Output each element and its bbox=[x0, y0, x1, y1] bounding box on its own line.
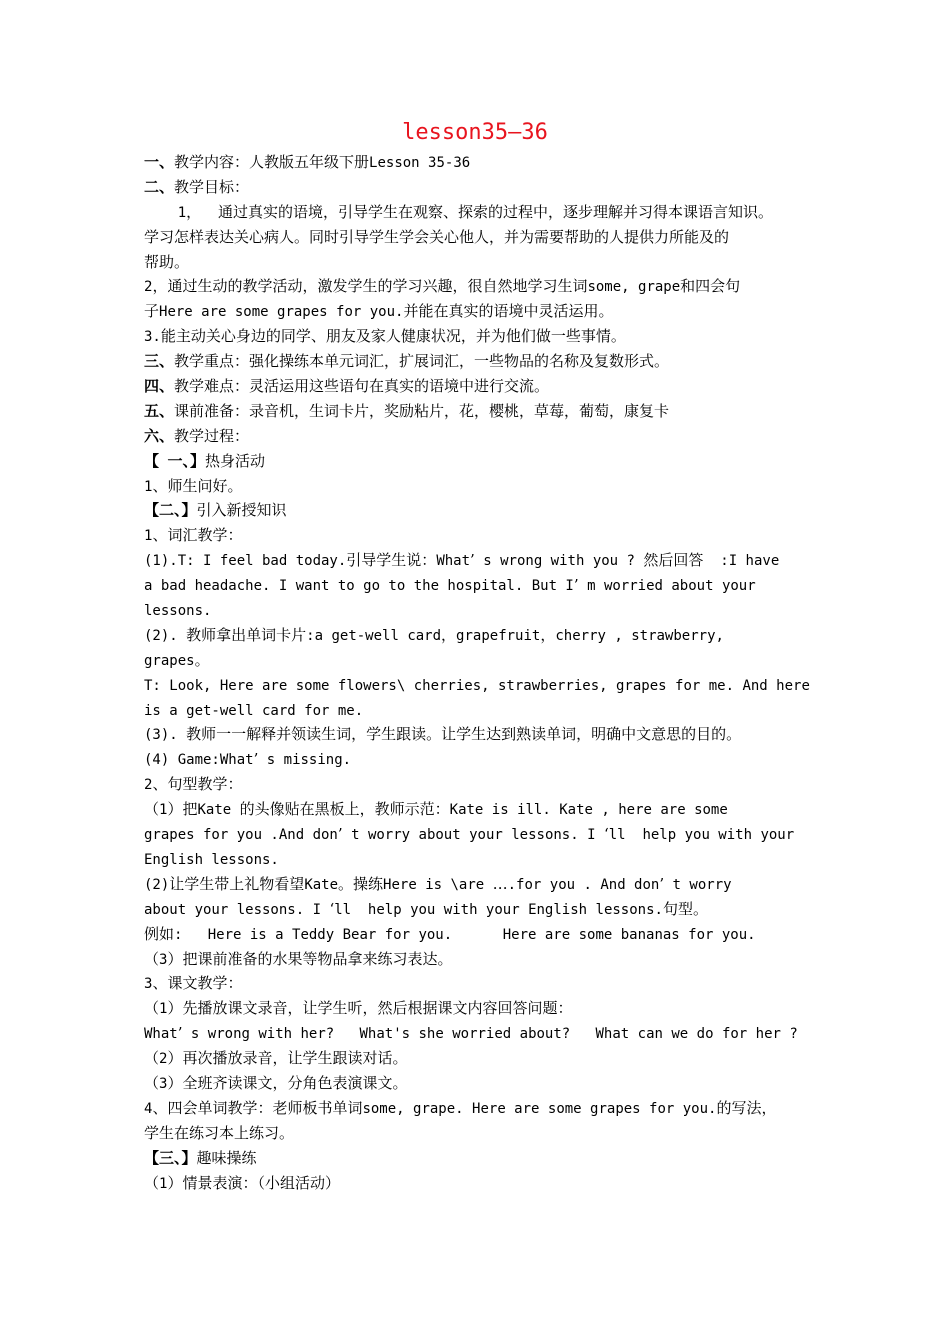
text-segment: 帮助。 bbox=[144, 252, 190, 271]
text-segment: (4) Game:What’ s missing. bbox=[144, 750, 352, 769]
text-line bbox=[144, 225, 816, 250]
heading-marker: 二、 bbox=[144, 177, 175, 196]
heading-marker: 四、 bbox=[144, 377, 175, 396]
text-segment: （1）先播放课文录音，让学生听，然后根据课文内容回答问题： bbox=[144, 999, 573, 1018]
text-line bbox=[144, 150, 816, 175]
text-segment: 3.能主动关心身边的同学、朋友及家人健康状况，并为他们做一些事情。 bbox=[144, 327, 626, 346]
text-segment: 2，通过生动的教学活动，激发学生的学习兴趣，很自然地学习生词some, grape和四会句 bbox=[144, 277, 741, 296]
document-title: lesson35—36 bbox=[402, 120, 548, 145]
text-line bbox=[144, 623, 816, 648]
text-segment: （3）把课前准备的水果等物品拿来练习表达。 bbox=[144, 949, 453, 968]
text-segment: （1）把Kate 的头像贴在黑板上，教师示范：Kate is ill. Kate , here are some bbox=[144, 800, 728, 819]
text-line bbox=[144, 872, 816, 897]
text-line bbox=[144, 200, 816, 225]
heading-marker: 五、 bbox=[144, 401, 175, 420]
text-segment: 趣味操练 bbox=[196, 1148, 257, 1167]
text-line bbox=[144, 424, 816, 449]
heading-marker: 一、 bbox=[144, 153, 175, 171]
text-line bbox=[144, 797, 816, 822]
text-line bbox=[144, 1171, 816, 1196]
text-segment: 教学过程： bbox=[174, 426, 250, 445]
text-line bbox=[144, 498, 816, 523]
text-segment: 学习怎样表达关心病人。同时引导学生学会关心他人，并为需要帮助的人提供力所能及的 bbox=[144, 227, 730, 246]
text-segment: 引入新授知识 bbox=[196, 501, 287, 520]
text-segment: (2)让学生带上礼物看望Kate。操练Here is \are ….for you . And don’ t worry bbox=[144, 874, 732, 893]
text-segment: 教学内容：人教版五年级下册Lesson 35-36 bbox=[174, 153, 471, 171]
text-line bbox=[144, 299, 816, 324]
text-segment: T: Look, Here are some flowers\ cherries, strawberries, grapes for me. And here bbox=[144, 677, 810, 694]
text-segment: grapes。 bbox=[144, 650, 210, 669]
text-segment: 4、四会单词教学：老师板书单词some, grape. Here are some grapes for you.的写法， bbox=[144, 1098, 777, 1117]
text-segment: （3）全班齐读课文，分角色表演课文。 bbox=[144, 1073, 408, 1092]
heading-marker: 【二、】 bbox=[144, 501, 197, 520]
text-line bbox=[144, 847, 816, 872]
text-line bbox=[144, 1071, 816, 1096]
text-line bbox=[144, 648, 816, 673]
text-line bbox=[144, 996, 816, 1021]
text-segment: 教学目标： bbox=[174, 177, 250, 196]
heading-marker: 【三、】 bbox=[144, 1148, 197, 1167]
text-segment: 教学重点：强化操练本单元词汇，扩展词汇，一些物品的名称及复数形式。 bbox=[174, 352, 670, 371]
text-line bbox=[144, 922, 816, 947]
text-line bbox=[144, 1046, 816, 1071]
text-segment: （1）情景表演：（小组活动） bbox=[144, 1173, 340, 1192]
text-line bbox=[144, 598, 816, 623]
text-line bbox=[144, 1146, 816, 1171]
text-line bbox=[144, 573, 816, 598]
text-segment: lessons. bbox=[144, 603, 212, 620]
text-line bbox=[144, 1021, 816, 1046]
text-segment: English lessons. bbox=[144, 851, 279, 868]
text-segment: a bad headache. I want to go to the hospital. But I’ m worried about your bbox=[144, 576, 756, 595]
text-segment: about your lessons. I ‘ll help you with your English lessons.句型。 bbox=[144, 899, 708, 918]
text-segment: 教学难点：灵活运用这些语句在真实的语境中进行交流。 bbox=[174, 377, 550, 396]
text-line bbox=[144, 673, 816, 698]
text-line bbox=[144, 474, 816, 499]
text-line bbox=[144, 722, 816, 747]
text-segment: 子Here are some grapes for you.并能在真实的语境中灵活运用。 bbox=[144, 302, 614, 321]
text-line bbox=[144, 274, 816, 299]
text-line bbox=[144, 374, 816, 399]
text-segment: is a get-well card for me. bbox=[144, 702, 364, 719]
text-line bbox=[144, 947, 816, 972]
text-line bbox=[144, 548, 816, 573]
text-line bbox=[144, 349, 816, 374]
text-line bbox=[144, 897, 816, 922]
text-segment: 热身活动 bbox=[204, 451, 265, 470]
text-line bbox=[144, 772, 816, 797]
text-line bbox=[144, 523, 816, 548]
text-segment: What’ s wrong with her? What's she worried about? What can we do for her ? bbox=[144, 1024, 798, 1043]
text-segment: (3). 教师一一解释并领读生词，学生跟读。让学生达到熟读单词，明确中文意思的目的。 bbox=[144, 725, 742, 744]
text-segment: （2）再次播放录音，让学生跟读对话。 bbox=[144, 1049, 408, 1068]
text-line bbox=[144, 175, 816, 200]
text-segment: 3、课文教学： bbox=[144, 974, 243, 993]
heading-marker: 【 一、】 bbox=[144, 451, 205, 470]
text-line bbox=[144, 324, 816, 349]
text-line bbox=[144, 250, 816, 275]
text-segment: 学生在练习本上练习。 bbox=[144, 1123, 295, 1142]
text-segment: 1， 通过真实的语境，引导学生在观察、探索的过程中，逐步理解并习得本课语言知识。 bbox=[144, 202, 774, 221]
text-segment: 2、句型教学： bbox=[144, 775, 243, 794]
text-line bbox=[144, 399, 816, 424]
text-line bbox=[144, 822, 816, 847]
text-segment: (1).T: I feel bad today.引导学生说：What’ s wrong with you ? 然后回答 :I have bbox=[144, 551, 780, 570]
text-line bbox=[144, 1121, 816, 1146]
text-segment: 1、词汇教学： bbox=[144, 526, 243, 545]
text-line bbox=[144, 449, 816, 474]
text-segment: 1、师生问好。 bbox=[144, 476, 243, 495]
text-segment: 课前准备：录音机，生词卡片，奖励粘片，花，樱桃，草莓，葡萄，康复卡 bbox=[174, 401, 670, 420]
heading-marker: 三、 bbox=[144, 352, 175, 371]
text-segment: grapes for you .And don’ t worry about your lessons. I ‘ll help you with your bbox=[144, 825, 795, 844]
text-segment: (2). 教师拿出单词卡片:a get-well card，grapefruit，cherry , strawberry, bbox=[144, 625, 724, 644]
text-line bbox=[144, 971, 816, 996]
text-line bbox=[144, 1096, 816, 1121]
text-segment: 例如: Here is a Teddy Bear for you. Here are some bananas for you. bbox=[144, 924, 756, 943]
text-line bbox=[144, 747, 816, 772]
document-body bbox=[144, 150, 816, 1195]
heading-marker: 六、 bbox=[144, 426, 175, 445]
text-line bbox=[144, 698, 816, 723]
